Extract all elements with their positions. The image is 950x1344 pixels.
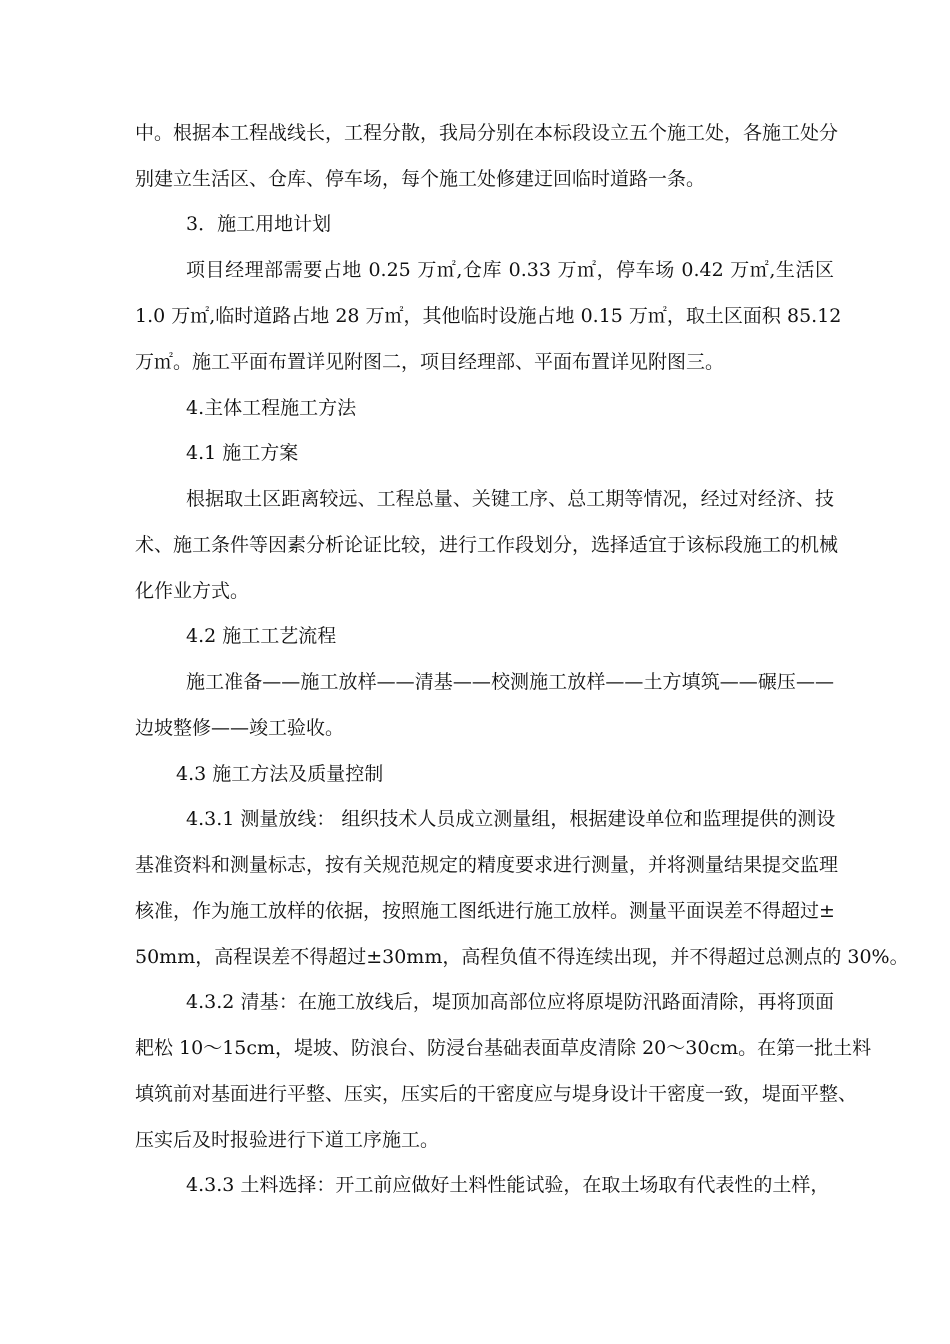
paragraph-line: 万㎡。施工平面布置详见附图二，项目经理部、平面布置详见附图三。 (135, 351, 725, 373)
paragraph-line: 耙松 10～15cm，堤坡、防浪台、防浸台基础表面草皮清除 20～30cm。在第一批土料 (135, 1037, 872, 1059)
paragraph-line: 边坡整修——竣工验收。 (135, 717, 345, 739)
paragraph-line: 基准资料和测量标志，按有关规范规定的精度要求进行测量，并将测量结果提交监理 (135, 854, 839, 876)
paragraph-line: 根据取土区距离较远、工程总量、关键工序、总工期等情况，经过对经济、技 (186, 488, 834, 510)
section-heading: 4.主体工程施工方法 (186, 397, 357, 419)
section-heading: 4.3 施工方法及质量控制 (176, 763, 384, 785)
paragraph-line: 项目经理部需要占地 0.25 万㎡,仓库 0.33 万㎡，停车场 0.42 万㎡,生活区 (186, 259, 834, 281)
paragraph-line: 化作业方式。 (135, 580, 250, 602)
paragraph-line: 50mm，高程误差不得超过±30mm，高程负值不得连续出现，并不得超过总测点的 30%。 (135, 946, 909, 968)
paragraph-line: 填筑前对基面进行平整、压实，压实后的干密度应与堤身设计干密度一致，堤面平整、 (135, 1083, 858, 1105)
paragraph-line: 压实后及时报验进行下道工序施工。 (135, 1129, 440, 1151)
paragraph-line: 4.3.1 测量放线： 组织技术人员成立测量组，根据建设单位和监理提供的测设 (186, 808, 836, 830)
paragraph-line: 核准，作为施工放样的依据，按照施工图纸进行施工放样。测量平面误差不得超过± (135, 900, 835, 922)
section-heading: 4.1 施工方案 (186, 442, 299, 464)
paragraph-line: 4.3.2 清基：在施工放线后，堤顶加高部位应将原堤防汛路面清除，再将顶面 (186, 991, 834, 1013)
paragraph-line: 4.3.3 土料选择：开工前应做好土料性能试验，在取土场取有代表性的土样， (186, 1174, 830, 1196)
paragraph-line: 1.0 万㎡,临时道路占地 28 万㎡，其他临时设施占地 0.15 万㎡，取土区面积 85.12 (135, 305, 842, 327)
section-heading: 3．施工用地计划 (186, 213, 332, 235)
section-heading: 4.2 施工工艺流程 (186, 625, 337, 647)
paragraph-line: 别建立生活区、仓库、停车场，每个施工处修建迂回临时道路一条。 (135, 168, 706, 190)
paragraph-line: 施工准备——施工放样——清基——校测施工放样——土方填筑——碾压—— (186, 671, 834, 693)
paragraph-line: 中。根据本工程战线长，工程分散，我局分别在本标段设立五个施工处，各施工处分 (135, 122, 839, 144)
paragraph-line: 术、施工条件等因素分析论证比较，进行工作段划分，选择适宜于该标段施工的机械 (135, 534, 839, 556)
